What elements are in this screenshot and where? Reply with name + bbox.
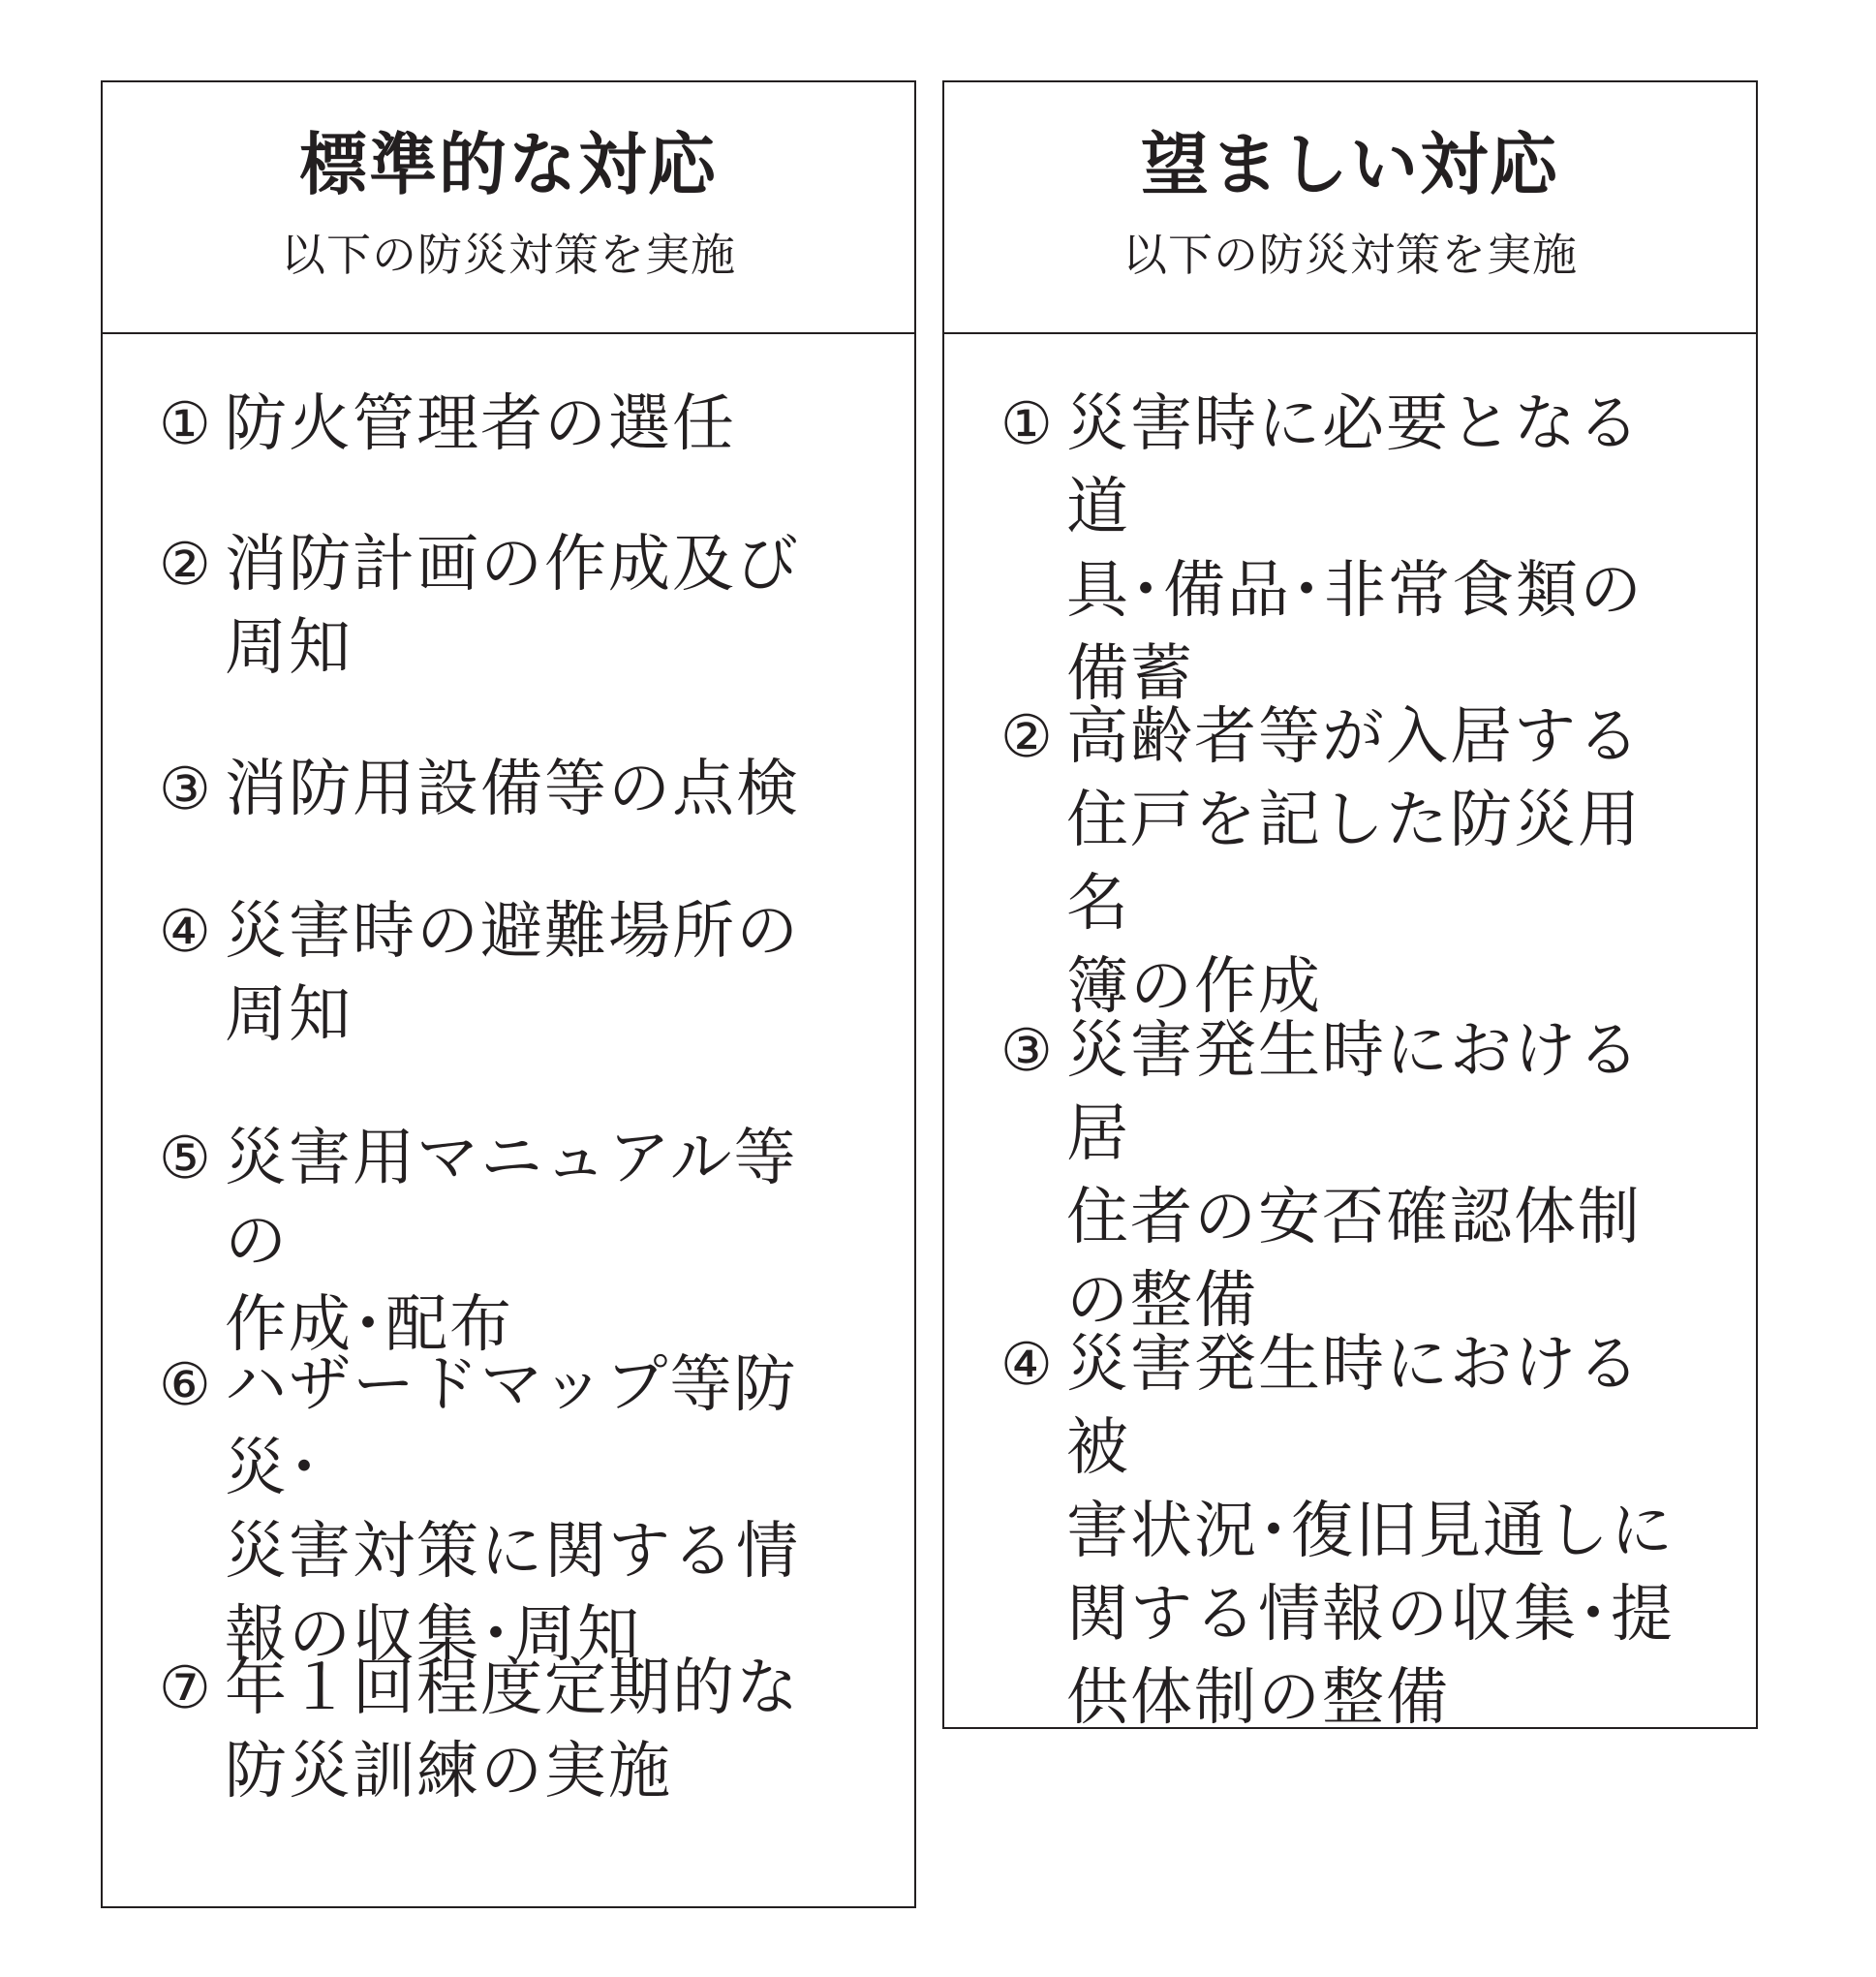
standard-measures-panel	[101, 80, 916, 1908]
item-number: ⑦	[159, 1654, 213, 1722]
item-number: ①	[1000, 390, 1055, 458]
item-number: ④	[1000, 1331, 1055, 1399]
item-text: 災害時に必要となる道 具･備品･非常食類の 備蓄	[1066, 388, 1644, 710]
item-text: 災害発生時における居 住者の安否確認体制 の整備	[1066, 1015, 1642, 1337]
preferred-item-2	[1000, 695, 1678, 1029]
preferred-panel-header	[944, 82, 1756, 334]
item-number: ④	[159, 898, 213, 966]
item-text: 災害発生時における被 害状況･復旧見通しに 関する情報の収集･提 供体制の整備	[1066, 1329, 1675, 1734]
standard-item-4	[159, 890, 837, 1057]
standard-panel-subtitle: 以下の防災対策を実施	[281, 229, 736, 281]
standard-item-3	[159, 748, 837, 831]
standard-item-2	[159, 523, 837, 690]
item-number: ②	[159, 531, 213, 599]
preferred-item-4	[1000, 1323, 1678, 1740]
item-number: ③	[159, 756, 213, 823]
item-number: ⑤	[159, 1125, 213, 1192]
item-text: 防火管理者の選任	[225, 388, 736, 460]
preferred-panel-title: 望ましい対応	[1141, 125, 1559, 204]
item-number: ③	[1000, 1017, 1055, 1085]
preferred-measures-panel	[942, 80, 1758, 1734]
standard-panel-title: 標準的な対応	[299, 125, 718, 204]
item-text: ハザードマップ等防災･ 災害対策に関する情 報の収集･周知	[225, 1349, 800, 1671]
item-number: ②	[1000, 703, 1055, 771]
item-text: 災害用マニュアル等の 作成･配布	[225, 1123, 798, 1361]
preferred-panel-subtitle: 以下の防災対策を実施	[1123, 229, 1578, 281]
preferred-item-1	[1000, 383, 1678, 716]
standard-item-1	[159, 383, 837, 466]
preferred-item-3	[1000, 1009, 1678, 1343]
item-text: 災害時の避難場所の 周知	[225, 896, 800, 1051]
item-text: 高齢者等が入居する 住戸を記した防災用名 簿の作成	[1066, 701, 1642, 1023]
item-text: 年１回程度定期的な 防災訓練の実施	[225, 1653, 800, 1807]
standard-item-6	[159, 1344, 837, 1677]
standard-item-7	[159, 1647, 837, 1813]
item-text: 消防用設備等の点検	[225, 754, 800, 825]
item-number: ①	[159, 390, 213, 458]
standard-panel-header	[103, 82, 914, 334]
standard-item-5	[159, 1117, 837, 1367]
item-number: ⑥	[159, 1351, 213, 1419]
item-text: 消防計画の作成及び 周知	[225, 529, 800, 684]
